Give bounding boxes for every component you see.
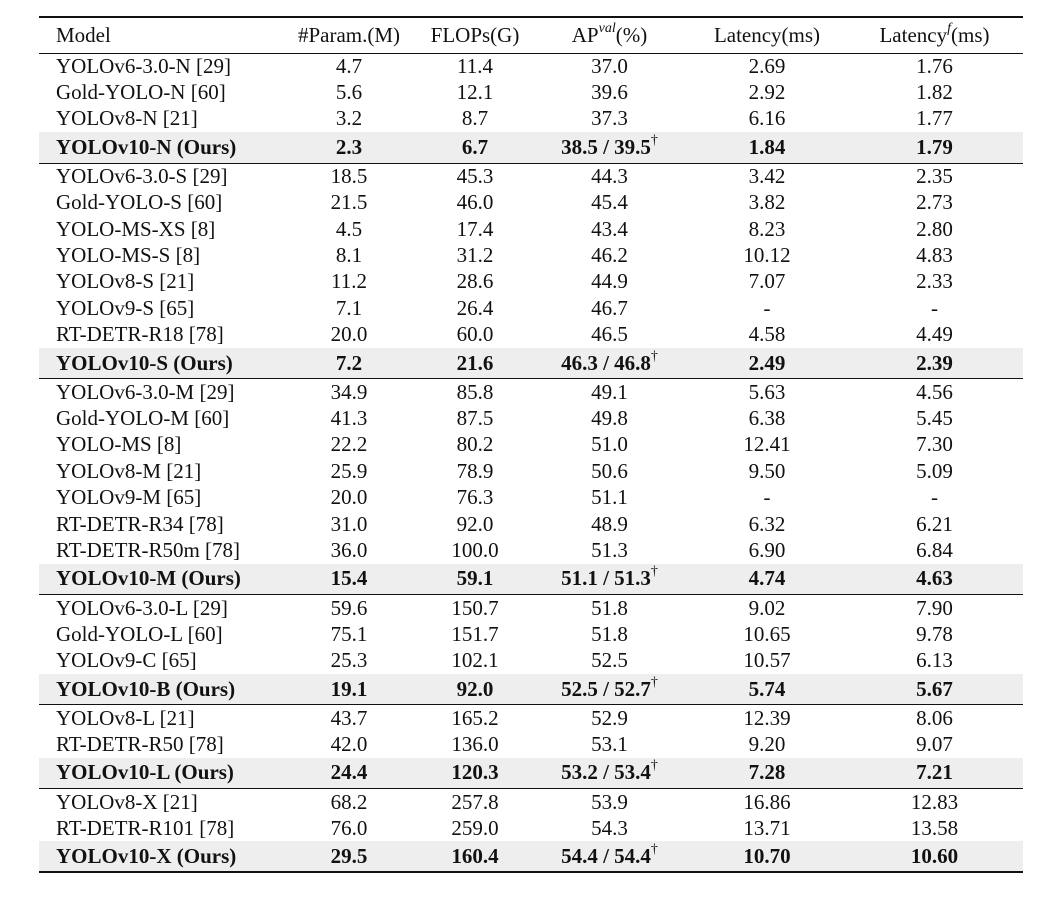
cell-params: 25.9 bbox=[330, 458, 368, 483]
table-row bbox=[39, 537, 1023, 563]
cell-latency: 10.12 bbox=[743, 243, 791, 268]
cell-model: YOLOv10-M (Ours) bbox=[39, 564, 279, 595]
cell-model: Gold-YOLO-N [60] bbox=[56, 80, 226, 105]
cell-latency: 3.82 bbox=[748, 190, 786, 215]
cell-latency: 13.71 bbox=[743, 815, 791, 840]
cell-latency-f: 9.78 bbox=[916, 621, 953, 646]
cell-model: YOLOv10-N (Ours) bbox=[39, 132, 279, 163]
table-group bbox=[39, 163, 1023, 379]
cell-model: RT-DETR-R18 [78] bbox=[56, 322, 224, 347]
cell-flops: 31.2 bbox=[456, 243, 494, 268]
table-row-ours bbox=[39, 348, 1023, 379]
header-latency-f bbox=[846, 17, 1023, 53]
cell-params: 22.2 bbox=[330, 432, 368, 457]
cell-flops: 60.0 bbox=[456, 322, 494, 347]
cell-ap bbox=[531, 348, 688, 379]
cell-model: YOLOv9-C [65] bbox=[56, 648, 197, 673]
cell-latency-f: 5.67 bbox=[846, 674, 1023, 705]
cell-ap-value: 53.2 / 53.4 bbox=[561, 760, 651, 785]
table-row bbox=[39, 815, 1023, 841]
table-row bbox=[39, 322, 1023, 348]
cell-latency-f: 5.09 bbox=[916, 458, 953, 483]
table-group bbox=[39, 379, 1023, 595]
cell-model: YOLOv6-3.0-N [29] bbox=[56, 53, 231, 78]
cell-latency: 1.84 bbox=[688, 132, 846, 163]
cell-model: RT-DETR-R101 [78] bbox=[56, 815, 235, 840]
table-row bbox=[39, 190, 1023, 216]
cell-model: YOLOv8-L [21] bbox=[56, 705, 195, 730]
cell-flops: 45.3 bbox=[456, 164, 494, 189]
cell-latency: 5.74 bbox=[688, 674, 846, 705]
cell-latency: 4.58 bbox=[748, 322, 786, 347]
cell-params: 19.1 bbox=[279, 674, 419, 705]
cell-latency-f: 7.90 bbox=[916, 595, 953, 620]
cell-flops: 26.4 bbox=[456, 295, 494, 320]
cell-latency-f: 4.63 bbox=[846, 564, 1023, 595]
cell-params: 4.5 bbox=[335, 216, 363, 241]
cell-params: 2.3 bbox=[279, 132, 419, 163]
cell-latency-f: 7.21 bbox=[846, 758, 1023, 789]
cell-ap: 50.6 bbox=[591, 458, 628, 483]
cell-model: YOLOv10-X (Ours) bbox=[39, 841, 279, 872]
cell-flops: 136.0 bbox=[451, 731, 499, 756]
table-row bbox=[39, 705, 1023, 731]
table-row bbox=[39, 647, 1023, 673]
table-row-ours bbox=[39, 841, 1023, 872]
cell-model: YOLOv8-N [21] bbox=[56, 106, 198, 131]
table-row bbox=[39, 295, 1023, 321]
cell-params: 42.0 bbox=[330, 731, 368, 756]
cell-flops: 92.0 bbox=[419, 674, 531, 705]
cell-ap bbox=[531, 674, 688, 705]
cell-latency-f: 6.21 bbox=[916, 511, 953, 536]
cell-latency: 7.07 bbox=[748, 269, 786, 294]
cell-flops: 165.2 bbox=[451, 705, 499, 730]
cell-params: 18.5 bbox=[330, 164, 368, 189]
cell-model: Gold-YOLO-L [60] bbox=[56, 621, 223, 646]
dagger-mark: † bbox=[650, 758, 658, 774]
table-row bbox=[39, 789, 1023, 815]
cell-model: YOLOv6-3.0-L [29] bbox=[56, 595, 228, 620]
cell-latency: 12.41 bbox=[743, 432, 791, 457]
header-latency-f-suffix: (ms) bbox=[951, 22, 990, 47]
cell-latency-f: 4.56 bbox=[916, 379, 953, 404]
cell-ap: 37.0 bbox=[591, 53, 628, 78]
cell-ap: 46.5 bbox=[591, 322, 628, 347]
header-latency: Latency(ms) bbox=[688, 17, 846, 53]
cell-latency: 6.38 bbox=[748, 405, 786, 430]
cell-ap: 51.8 bbox=[591, 621, 628, 646]
cell-model: YOLOv9-M [65] bbox=[56, 485, 202, 510]
cell-params: 20.0 bbox=[330, 322, 368, 347]
table-row bbox=[39, 163, 1023, 189]
cell-latency: 16.86 bbox=[743, 789, 791, 814]
table-row bbox=[39, 458, 1023, 484]
table-row bbox=[39, 216, 1023, 242]
cell-params: 36.0 bbox=[330, 537, 368, 562]
cell-ap-value: 38.5 / 39.5 bbox=[561, 134, 651, 159]
cell-flops: 46.0 bbox=[456, 190, 494, 215]
cell-ap: 37.3 bbox=[591, 106, 628, 131]
cell-flops: 21.6 bbox=[419, 348, 531, 379]
cell-latency: 12.39 bbox=[743, 705, 791, 730]
table-row bbox=[39, 79, 1023, 105]
cell-flops: 28.6 bbox=[456, 269, 494, 294]
cell-flops: 151.7 bbox=[451, 621, 499, 646]
cell-ap-value: 51.1 / 51.3 bbox=[561, 566, 651, 591]
cell-flops: 11.4 bbox=[457, 53, 493, 78]
cell-flops: 8.7 bbox=[461, 106, 489, 131]
cell-model: YOLOv10-L (Ours) bbox=[39, 758, 279, 789]
cell-flops: 6.7 bbox=[419, 132, 531, 163]
table-group bbox=[39, 595, 1023, 705]
cell-latency: - bbox=[763, 295, 771, 320]
cell-latency-f: 1.79 bbox=[846, 132, 1023, 163]
table-row-ours bbox=[39, 758, 1023, 789]
cell-ap: 54.3 bbox=[591, 815, 628, 840]
cell-latency-f: 2.73 bbox=[916, 190, 953, 215]
cell-params: 31.0 bbox=[330, 511, 368, 536]
cell-params: 43.7 bbox=[330, 705, 368, 730]
cell-latency: 2.92 bbox=[748, 80, 786, 105]
cell-flops: 87.5 bbox=[456, 405, 494, 430]
cell-model: RT-DETR-R50m [78] bbox=[56, 537, 241, 562]
cell-latency: 8.23 bbox=[748, 216, 786, 241]
cell-ap bbox=[531, 564, 688, 595]
cell-params: 59.6 bbox=[330, 595, 368, 620]
cell-latency-f: 2.35 bbox=[916, 164, 953, 189]
cell-latency-f: 8.06 bbox=[916, 705, 953, 730]
dagger-mark: † bbox=[650, 132, 658, 148]
results-table-container bbox=[39, 16, 1023, 873]
cell-params: 15.4 bbox=[279, 564, 419, 595]
cell-latency-f: - bbox=[931, 485, 938, 510]
cell-flops: 85.8 bbox=[456, 379, 494, 404]
table-row bbox=[39, 106, 1023, 132]
cell-latency-f: 9.07 bbox=[916, 731, 953, 756]
cell-latency-f: 1.77 bbox=[916, 106, 953, 131]
cell-model: YOLOv8-M [21] bbox=[56, 458, 202, 483]
cell-latency: 6.90 bbox=[748, 537, 786, 562]
cell-model: YOLOv10-B (Ours) bbox=[39, 674, 279, 705]
header-ap-sup: val bbox=[598, 20, 616, 36]
cell-params: 4.7 bbox=[335, 53, 363, 78]
table-group bbox=[39, 705, 1023, 789]
cell-latency-f: 13.58 bbox=[910, 815, 959, 840]
model-comparison-table bbox=[39, 16, 1023, 873]
table-row bbox=[39, 405, 1023, 431]
cell-ap: 53.9 bbox=[591, 789, 628, 814]
cell-ap: 52.9 bbox=[591, 705, 628, 730]
cell-params: 20.0 bbox=[330, 485, 368, 510]
table-group bbox=[39, 53, 1023, 163]
cell-ap: 43.4 bbox=[591, 216, 628, 241]
cell-params: 5.6 bbox=[335, 80, 363, 105]
cell-model: YOLOv8-X [21] bbox=[56, 789, 198, 814]
table-row bbox=[39, 242, 1023, 268]
header-ap-suffix: (%) bbox=[615, 22, 648, 47]
cell-ap: 51.0 bbox=[591, 432, 628, 457]
cell-params: 25.3 bbox=[330, 648, 368, 673]
cell-ap: 46.7 bbox=[591, 295, 628, 320]
cell-params: 7.2 bbox=[279, 348, 419, 379]
table-row-ours bbox=[39, 132, 1023, 163]
cell-flops: 120.3 bbox=[419, 758, 531, 789]
cell-flops: 92.0 bbox=[456, 511, 494, 536]
cell-model: YOLOv6-3.0-S [29] bbox=[56, 164, 228, 189]
cell-latency: 10.70 bbox=[688, 841, 846, 872]
header-params: #Param.(M) bbox=[279, 17, 419, 53]
header-flops: FLOPs(G) bbox=[419, 17, 531, 53]
cell-latency-f: 4.83 bbox=[916, 243, 953, 268]
header-model: Model bbox=[39, 17, 279, 53]
cell-latency-f: 1.76 bbox=[916, 53, 953, 78]
table-row-ours bbox=[39, 564, 1023, 595]
cell-model: YOLOv10-S (Ours) bbox=[39, 348, 279, 379]
cell-latency: 4.74 bbox=[688, 564, 846, 595]
cell-model: RT-DETR-R50 [78] bbox=[56, 731, 224, 756]
cell-params: 34.9 bbox=[330, 379, 368, 404]
cell-latency-f: 1.82 bbox=[916, 80, 953, 105]
cell-model: Gold-YOLO-S [60] bbox=[56, 190, 223, 215]
cell-model: YOLO-MS-XS [8] bbox=[56, 216, 216, 241]
table-row bbox=[39, 621, 1023, 647]
cell-latency: 6.32 bbox=[748, 511, 786, 536]
cell-latency: 10.65 bbox=[743, 621, 791, 646]
dagger-mark: † bbox=[650, 564, 658, 580]
cell-ap bbox=[531, 132, 688, 163]
cell-flops: 17.4 bbox=[456, 216, 494, 241]
cell-flops: 102.1 bbox=[451, 648, 499, 673]
cell-params: 8.1 bbox=[335, 243, 363, 268]
table-row-ours bbox=[39, 674, 1023, 705]
cell-latency-f: 12.83 bbox=[910, 789, 959, 814]
cell-params: 75.1 bbox=[330, 621, 368, 646]
table-row bbox=[39, 53, 1023, 79]
cell-params: 3.2 bbox=[335, 106, 363, 131]
cell-model: YOLO-MS-S [8] bbox=[56, 243, 201, 268]
table-header bbox=[39, 17, 1023, 53]
cell-flops: 76.3 bbox=[456, 485, 494, 510]
dagger-mark: † bbox=[650, 841, 658, 857]
table-row bbox=[39, 432, 1023, 458]
cell-flops: 59.1 bbox=[419, 564, 531, 595]
table-row bbox=[39, 269, 1023, 295]
cell-ap: 53.1 bbox=[591, 731, 628, 756]
header-ap-base: AP bbox=[571, 22, 599, 47]
cell-params: 76.0 bbox=[330, 815, 368, 840]
cell-latency: 9.50 bbox=[748, 458, 786, 483]
cell-flops: 160.4 bbox=[419, 841, 531, 872]
cell-params: 24.4 bbox=[279, 758, 419, 789]
cell-flops: 78.9 bbox=[456, 458, 494, 483]
cell-latency-f: 2.33 bbox=[916, 269, 953, 294]
cell-ap: 52.5 bbox=[591, 648, 628, 673]
cell-ap-value: 46.3 / 46.8 bbox=[561, 350, 651, 375]
dagger-mark: † bbox=[650, 674, 658, 690]
cell-latency-f: 10.60 bbox=[846, 841, 1023, 872]
table-row bbox=[39, 484, 1023, 510]
cell-ap: 51.3 bbox=[591, 537, 628, 562]
cell-params: 7.1 bbox=[335, 295, 363, 320]
cell-params: 21.5 bbox=[330, 190, 368, 215]
cell-latency-f: 2.80 bbox=[916, 216, 953, 241]
cell-latency: 2.49 bbox=[688, 348, 846, 379]
cell-model: YOLOv8-S [21] bbox=[56, 269, 195, 294]
cell-latency: 9.20 bbox=[748, 731, 786, 756]
cell-ap: 51.1 bbox=[591, 485, 628, 510]
header-latency-f-sup: f bbox=[947, 20, 951, 36]
cell-ap bbox=[531, 758, 688, 789]
cell-latency-f: 7.30 bbox=[916, 432, 953, 457]
cell-latency: 5.63 bbox=[748, 379, 786, 404]
cell-ap: 49.8 bbox=[591, 405, 628, 430]
cell-model: YOLOv9-S [65] bbox=[56, 295, 195, 320]
table-row bbox=[39, 731, 1023, 757]
cell-params: 11.2 bbox=[331, 269, 367, 294]
cell-latency: 3.42 bbox=[748, 164, 786, 189]
cell-latency: 10.57 bbox=[743, 648, 791, 673]
cell-model: YOLO-MS [8] bbox=[56, 432, 182, 457]
cell-flops: 259.0 bbox=[451, 815, 499, 840]
cell-ap: 44.9 bbox=[591, 269, 628, 294]
cell-ap: 49.1 bbox=[591, 379, 628, 404]
cell-flops: 150.7 bbox=[451, 595, 499, 620]
cell-model: RT-DETR-R34 [78] bbox=[56, 511, 224, 536]
cell-model: YOLOv6-3.0-M [29] bbox=[56, 379, 235, 404]
cell-ap: 45.4 bbox=[591, 190, 628, 215]
cell-params: 29.5 bbox=[279, 841, 419, 872]
cell-ap-value: 54.4 / 54.4 bbox=[561, 843, 651, 868]
cell-latency-f: 2.39 bbox=[846, 348, 1023, 379]
header-row bbox=[39, 17, 1023, 53]
cell-ap: 46.2 bbox=[591, 243, 628, 268]
table-group bbox=[39, 789, 1023, 873]
cell-ap: 51.8 bbox=[591, 595, 628, 620]
cell-latency: 9.02 bbox=[748, 595, 786, 620]
table-row bbox=[39, 511, 1023, 537]
cell-latency-f: - bbox=[931, 295, 938, 320]
cell-flops: 80.2 bbox=[456, 432, 494, 457]
cell-latency: - bbox=[763, 485, 771, 510]
cell-flops: 257.8 bbox=[451, 789, 499, 814]
table-row bbox=[39, 595, 1023, 621]
cell-params: 41.3 bbox=[330, 405, 368, 430]
cell-model: Gold-YOLO-M [60] bbox=[56, 405, 230, 430]
cell-ap bbox=[531, 841, 688, 872]
cell-latency: 7.28 bbox=[688, 758, 846, 789]
cell-latency: 6.16 bbox=[748, 106, 786, 131]
cell-latency-f: 6.84 bbox=[916, 537, 953, 562]
header-latency-f-base: Latency bbox=[879, 22, 948, 47]
cell-latency-f: 5.45 bbox=[916, 405, 953, 430]
cell-flops: 12.1 bbox=[456, 80, 494, 105]
header-ap bbox=[531, 17, 688, 53]
cell-ap: 48.9 bbox=[591, 511, 628, 536]
cell-ap-value: 52.5 / 52.7 bbox=[561, 676, 651, 701]
cell-ap: 39.6 bbox=[591, 80, 628, 105]
dagger-mark: † bbox=[650, 348, 658, 364]
cell-params: 68.2 bbox=[330, 789, 368, 814]
cell-flops: 100.0 bbox=[451, 537, 499, 562]
table-row bbox=[39, 379, 1023, 405]
cell-latency-f: 4.49 bbox=[916, 322, 953, 347]
cell-ap: 44.3 bbox=[591, 164, 628, 189]
cell-latency-f: 6.13 bbox=[916, 648, 953, 673]
cell-latency: 2.69 bbox=[748, 53, 786, 78]
